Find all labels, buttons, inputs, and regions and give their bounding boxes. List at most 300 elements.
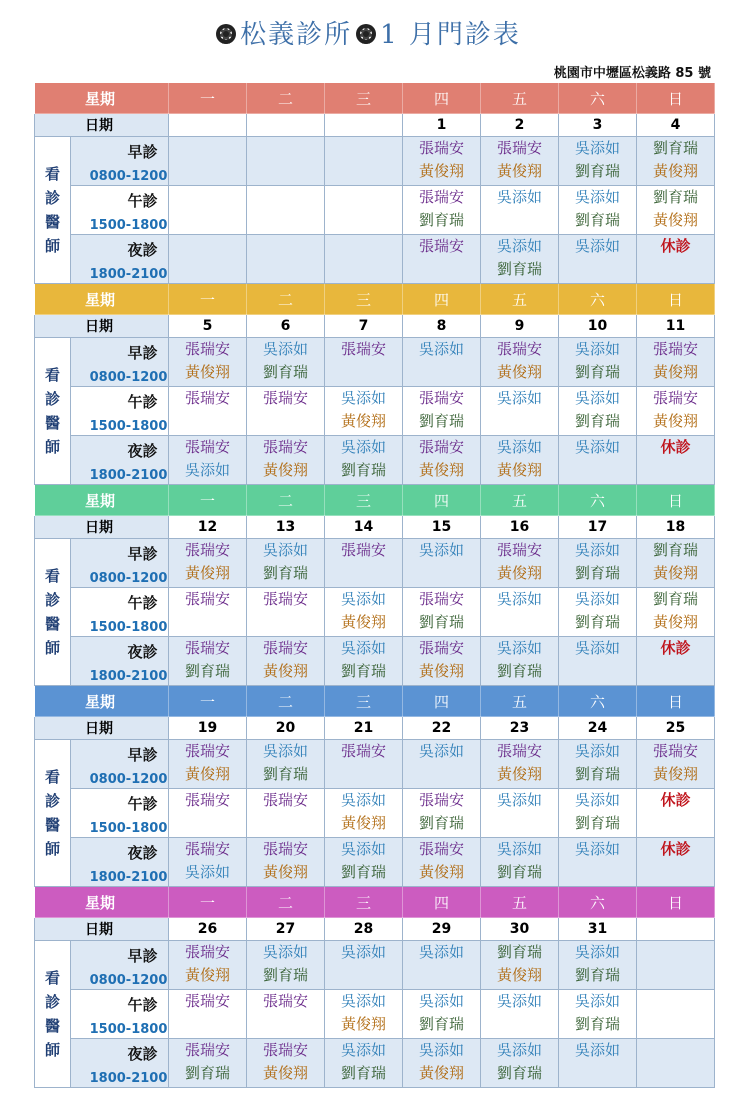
- schedule-cell: [481, 941, 559, 990]
- schedule-cell: [637, 740, 715, 789]
- session-label: [71, 387, 169, 436]
- session-name: 早診: [127, 545, 158, 563]
- weekday-header: 三: [325, 686, 403, 717]
- doctor-name: 張瑞安: [185, 791, 231, 809]
- weekday-header: 三: [325, 83, 403, 114]
- schedule-cell: [403, 588, 481, 637]
- session-time: 1800-2100: [89, 669, 168, 684]
- schedule-cell: [169, 338, 247, 387]
- weekday-header-row: [35, 887, 715, 918]
- schedule-cell: [559, 186, 637, 235]
- schedule-cell: [169, 1039, 247, 1088]
- weekday-header: 五: [481, 887, 559, 918]
- doctor-name: 吳添如: [575, 840, 621, 858]
- schedule-cell: [559, 1039, 637, 1088]
- session-name: 早診: [127, 143, 158, 161]
- doctor-name: 劉育瑞: [575, 564, 621, 582]
- doctor-name: 吳添如: [575, 438, 621, 456]
- doctor-name: 張瑞安: [341, 742, 387, 760]
- schedule-cell: [637, 539, 715, 588]
- schedule-cell: [169, 838, 247, 887]
- session-time: 1500-1800: [89, 419, 168, 434]
- date-label: 日期: [35, 717, 169, 740]
- doctor-side-label: [35, 137, 71, 284]
- doctor-name: 黃俊翔: [341, 412, 387, 430]
- date-cell: 6: [247, 315, 325, 338]
- doctor-name: 張瑞安: [263, 1041, 309, 1059]
- session-label: [71, 838, 169, 887]
- weekday-header-row: [35, 284, 715, 315]
- doctor-name: 黃俊翔: [185, 564, 231, 582]
- side-char: 看: [44, 165, 60, 183]
- doctor-name: 劉育瑞: [419, 211, 465, 229]
- schedule-cell: [247, 941, 325, 990]
- date-cell: 9: [481, 315, 559, 338]
- schedule-cell: [481, 235, 559, 284]
- doctor-side-label: [35, 740, 71, 887]
- doctor-name: 黃俊翔: [341, 1015, 387, 1033]
- page-title: [0, 14, 733, 51]
- doctor-name: 張瑞安: [419, 840, 465, 858]
- doctor-name: 張瑞安: [263, 992, 309, 1010]
- doctor-name: 吳添如: [263, 340, 309, 358]
- date-cell: 23: [481, 717, 559, 740]
- clinic-name: 松義診所: [240, 20, 353, 50]
- session-time: 1500-1800: [89, 218, 168, 233]
- doctor-name: 黃俊翔: [341, 814, 387, 832]
- doctor-name: 黃俊翔: [419, 863, 465, 881]
- session-label: [71, 1039, 169, 1088]
- weekday-header: 四: [403, 686, 481, 717]
- schedule-cell: [247, 588, 325, 637]
- schedule-cell: [481, 1039, 559, 1088]
- schedule-table: [34, 82, 715, 1088]
- date-cell: 4: [637, 114, 715, 137]
- weekday-header: 五: [481, 284, 559, 315]
- closed-label: 休診: [660, 840, 691, 858]
- doctor-name: 吳添如: [497, 791, 543, 809]
- doctor-name: 吳添如: [497, 992, 543, 1010]
- date-label: 日期: [35, 918, 169, 941]
- doctor-name: 張瑞安: [185, 389, 231, 407]
- doctor-name: 黃俊翔: [497, 564, 543, 582]
- schedule-cell: [247, 436, 325, 485]
- doctor-name: 劉育瑞: [497, 863, 543, 881]
- session-time: 0800-1200: [89, 370, 168, 385]
- schedule-cell: [481, 740, 559, 789]
- doctor-name: 劉育瑞: [419, 412, 465, 430]
- doctor-name: 張瑞安: [419, 237, 465, 255]
- session-label: [71, 789, 169, 838]
- session-label: [71, 941, 169, 990]
- schedule-cell: [403, 990, 481, 1039]
- date-cell: 13: [247, 516, 325, 539]
- doctor-name: 吳添如: [497, 840, 543, 858]
- doctor-name: 劉育瑞: [341, 1064, 387, 1082]
- doctor-name: 黃俊翔: [497, 162, 543, 180]
- schedule-cell: [637, 588, 715, 637]
- side-char: 診: [44, 792, 60, 810]
- doctor-name: 張瑞安: [341, 541, 387, 559]
- weekday-header-row: [35, 686, 715, 717]
- session-row: [35, 740, 715, 789]
- doctor-name: 吳添如: [185, 461, 231, 479]
- doctor-name: 吳添如: [575, 943, 621, 961]
- doctor-name: 張瑞安: [419, 139, 465, 157]
- doctor-name: 黃俊翔: [653, 412, 699, 430]
- session-row: [35, 539, 715, 588]
- weekday-header: 四: [403, 83, 481, 114]
- date-cell: 1: [403, 114, 481, 137]
- doctor-name: 劉育瑞: [419, 814, 465, 832]
- doctor-name: 張瑞安: [185, 590, 231, 608]
- doctor-name: 劉育瑞: [263, 363, 309, 381]
- schedule-cell: [481, 338, 559, 387]
- doctor-name: 吳添如: [185, 863, 231, 881]
- schedule-cell: [169, 137, 247, 186]
- session-row: [35, 789, 715, 838]
- doctor-name: 劉育瑞: [263, 564, 309, 582]
- doctor-name: 吳添如: [341, 791, 387, 809]
- doctor-name: 張瑞安: [419, 389, 465, 407]
- date-row: [35, 114, 715, 137]
- schedule-cell: [481, 789, 559, 838]
- session-label: [71, 588, 169, 637]
- doctor-name: 張瑞安: [419, 188, 465, 206]
- side-char: 師: [44, 840, 60, 858]
- closed-label: 休診: [660, 237, 691, 255]
- date-cell: 24: [559, 717, 637, 740]
- date-cell: 27: [247, 918, 325, 941]
- side-char: 師: [44, 639, 60, 657]
- doctor-name: 張瑞安: [497, 742, 543, 760]
- doctor-name: 劉育瑞: [575, 814, 621, 832]
- doctor-name: 張瑞安: [185, 840, 231, 858]
- schedule-cell: [169, 186, 247, 235]
- schedule-cell: [403, 235, 481, 284]
- date-cell: [637, 918, 715, 941]
- doctor-name: 吳添如: [575, 791, 621, 809]
- closed-label: 休診: [660, 438, 691, 456]
- schedule-cell: [247, 789, 325, 838]
- side-char: 醫: [44, 816, 60, 834]
- session-time: 0800-1200: [89, 772, 168, 787]
- schedule-cell: [637, 186, 715, 235]
- session-row: [35, 186, 715, 235]
- schedule-cell: [325, 941, 403, 990]
- weekday-header: 六: [559, 686, 637, 717]
- session-time: 1500-1800: [89, 620, 168, 635]
- schedule-cell: [169, 235, 247, 284]
- doctor-name: 吳添如: [341, 992, 387, 1010]
- weekday-header: 三: [325, 284, 403, 315]
- doctor-name: 黃俊翔: [653, 765, 699, 783]
- doctor-name: 張瑞安: [263, 840, 309, 858]
- schedule-cell: [403, 338, 481, 387]
- weekday-header: 六: [559, 485, 637, 516]
- week-label: 星期: [35, 83, 169, 114]
- doctor-name: 張瑞安: [419, 438, 465, 456]
- weekday-header: 五: [481, 686, 559, 717]
- date-cell: 30: [481, 918, 559, 941]
- date-cell: 25: [637, 717, 715, 740]
- schedule-cell: [325, 789, 403, 838]
- side-char: 醫: [44, 1017, 60, 1035]
- session-label: [71, 137, 169, 186]
- doctor-name: 黃俊翔: [497, 765, 543, 783]
- session-row: [35, 387, 715, 436]
- schedule-cell: [325, 338, 403, 387]
- schedule-cell: [481, 137, 559, 186]
- weekday-header: 五: [481, 83, 559, 114]
- schedule-cell: [325, 588, 403, 637]
- weekday-header: 四: [403, 284, 481, 315]
- doctor-name: 張瑞安: [263, 438, 309, 456]
- schedule-cell: [481, 387, 559, 436]
- schedule-cell: [637, 137, 715, 186]
- session-row: [35, 235, 715, 284]
- doctor-name: 張瑞安: [185, 943, 231, 961]
- weekday-header: 六: [559, 887, 637, 918]
- date-cell: [325, 114, 403, 137]
- doctor-name: 劉育瑞: [263, 966, 309, 984]
- schedule-cell: [169, 387, 247, 436]
- doctor-name: 劉育瑞: [575, 162, 621, 180]
- doctor-name: 吳添如: [497, 438, 543, 456]
- schedule-cell: [637, 637, 715, 686]
- weekday-header: 三: [325, 485, 403, 516]
- date-label: 日期: [35, 315, 169, 338]
- doctor-name: 張瑞安: [263, 791, 309, 809]
- date-cell: 10: [559, 315, 637, 338]
- schedule-cell: [559, 838, 637, 887]
- doctor-name: 劉育瑞: [653, 188, 699, 206]
- session-row: [35, 436, 715, 485]
- schedule-cell: [403, 789, 481, 838]
- side-char: 看: [44, 567, 60, 585]
- schedule-cell: [559, 941, 637, 990]
- doctor-name: 黃俊翔: [263, 1064, 309, 1082]
- schedule-cell: [325, 186, 403, 235]
- doctor-name: 吳添如: [419, 943, 465, 961]
- doctor-name: 吳添如: [419, 992, 465, 1010]
- clinic-logo-icon: [214, 22, 238, 46]
- doctor-name: 黃俊翔: [185, 363, 231, 381]
- weekday-header: 三: [325, 887, 403, 918]
- doctor-name: 黃俊翔: [185, 765, 231, 783]
- schedule-cell: [637, 838, 715, 887]
- doctor-name: 劉育瑞: [575, 613, 621, 631]
- doctor-name: 吳添如: [341, 1041, 387, 1059]
- date-cell: 14: [325, 516, 403, 539]
- doctor-name: 黃俊翔: [419, 662, 465, 680]
- session-row: [35, 137, 715, 186]
- weekday-header: 日: [637, 485, 715, 516]
- schedule-cell: [169, 990, 247, 1039]
- doctor-name: 黃俊翔: [653, 564, 699, 582]
- schedule-cell: [637, 941, 715, 990]
- side-char: 醫: [44, 615, 60, 633]
- schedule-cell: [637, 338, 715, 387]
- session-time: 1800-2100: [89, 870, 168, 885]
- doctor-name: 張瑞安: [185, 541, 231, 559]
- side-char: 師: [44, 237, 60, 255]
- doctor-name: 張瑞安: [263, 389, 309, 407]
- weekday-header: 五: [481, 485, 559, 516]
- weekday-header: 四: [403, 485, 481, 516]
- side-char: 診: [44, 993, 60, 1011]
- doctor-name: 吳添如: [497, 1041, 543, 1059]
- doctor-name: 黃俊翔: [263, 662, 309, 680]
- doctor-name: 張瑞安: [419, 791, 465, 809]
- schedule-cell: [247, 637, 325, 686]
- session-name: 午診: [127, 594, 158, 612]
- schedule-cell: [637, 436, 715, 485]
- schedule-cell: [169, 637, 247, 686]
- schedule-cell: [403, 1039, 481, 1088]
- schedule-cell: [403, 387, 481, 436]
- schedule-cell: [325, 235, 403, 284]
- weekday-header: 日: [637, 83, 715, 114]
- session-name: 夜診: [127, 442, 158, 460]
- schedule-cell: [403, 186, 481, 235]
- doctor-name: 黃俊翔: [419, 461, 465, 479]
- doctor-name: 劉育瑞: [575, 966, 621, 984]
- weekday-header: 六: [559, 284, 637, 315]
- week-label: 星期: [35, 485, 169, 516]
- schedule-cell: [481, 539, 559, 588]
- weekday-header: 一: [169, 485, 247, 516]
- session-time: 0800-1200: [89, 169, 168, 184]
- doctor-name: 劉育瑞: [185, 662, 231, 680]
- schedule-cell: [403, 637, 481, 686]
- schedule-cell: [325, 637, 403, 686]
- doctor-name: 張瑞安: [185, 1041, 231, 1059]
- doctor-name: 吳添如: [575, 590, 621, 608]
- doctor-name: 吳添如: [341, 389, 387, 407]
- schedule-cell: [559, 789, 637, 838]
- session-row: [35, 990, 715, 1039]
- schedule-cell: [637, 387, 715, 436]
- doctor-name: 吳添如: [419, 742, 465, 760]
- date-row: [35, 516, 715, 539]
- doctor-name: 吳添如: [263, 541, 309, 559]
- schedule-cell: [403, 838, 481, 887]
- schedule-cell: [325, 387, 403, 436]
- doctor-name: 吳添如: [341, 943, 387, 961]
- doctor-name: 劉育瑞: [419, 1015, 465, 1033]
- date-cell: 12: [169, 516, 247, 539]
- session-row: [35, 1039, 715, 1088]
- doctor-name: 黃俊翔: [419, 162, 465, 180]
- schedule-cell: [481, 588, 559, 637]
- weekday-header: 一: [169, 83, 247, 114]
- doctor-name: 吳添如: [575, 139, 621, 157]
- schedule-cell: [169, 941, 247, 990]
- date-row: [35, 315, 715, 338]
- doctor-name: 張瑞安: [497, 139, 543, 157]
- date-cell: [247, 114, 325, 137]
- side-char: 醫: [44, 414, 60, 432]
- weekday-header: 日: [637, 284, 715, 315]
- date-cell: 5: [169, 315, 247, 338]
- schedule-cell: [247, 186, 325, 235]
- doctor-name: 黃俊翔: [185, 966, 231, 984]
- session-time: 1800-2100: [89, 267, 168, 282]
- date-cell: 11: [637, 315, 715, 338]
- session-name: 午診: [127, 795, 158, 813]
- doctor-name: 張瑞安: [497, 541, 543, 559]
- doctor-name: 劉育瑞: [497, 662, 543, 680]
- weekday-header-row: [35, 485, 715, 516]
- doctor-name: 黃俊翔: [497, 966, 543, 984]
- schedule-cell: [247, 740, 325, 789]
- doctor-name: 劉育瑞: [341, 461, 387, 479]
- schedule-title: 1 月門診表: [380, 20, 521, 50]
- schedule-cell: [325, 740, 403, 789]
- doctor-name: 吳添如: [575, 639, 621, 657]
- schedule-cell: [403, 539, 481, 588]
- clinic-logo-icon: [354, 22, 378, 46]
- session-name: 夜診: [127, 844, 158, 862]
- doctor-name: 吳添如: [575, 1041, 621, 1059]
- side-char: 看: [44, 768, 60, 786]
- schedule-cell: [403, 137, 481, 186]
- session-time: 0800-1200: [89, 571, 168, 586]
- doctor-name: 吳添如: [575, 389, 621, 407]
- doctor-name: 劉育瑞: [575, 1015, 621, 1033]
- doctor-name: 劉育瑞: [497, 260, 543, 278]
- doctor-name: 黃俊翔: [341, 613, 387, 631]
- doctor-name: 劉育瑞: [263, 765, 309, 783]
- schedule-cell: [481, 838, 559, 887]
- side-char: 診: [44, 591, 60, 609]
- session-label: [71, 740, 169, 789]
- doctor-name: 張瑞安: [263, 639, 309, 657]
- schedule-cell: [169, 436, 247, 485]
- session-name: 早診: [127, 746, 158, 764]
- session-name: 夜診: [127, 1045, 158, 1063]
- date-cell: 19: [169, 717, 247, 740]
- doctor-name: 吳添如: [497, 590, 543, 608]
- weekday-header: 二: [247, 887, 325, 918]
- session-name: 早診: [127, 947, 158, 965]
- doctor-name: 劉育瑞: [497, 1064, 543, 1082]
- doctor-name: 劉育瑞: [185, 1064, 231, 1082]
- week-label: 星期: [35, 284, 169, 315]
- doctor-name: 張瑞安: [653, 340, 699, 358]
- doctor-name: 吳添如: [419, 1041, 465, 1059]
- schedule-cell: [403, 436, 481, 485]
- date-cell: 3: [559, 114, 637, 137]
- schedule-cell: [481, 637, 559, 686]
- doctor-name: 劉育瑞: [419, 613, 465, 631]
- weekday-header: 四: [403, 887, 481, 918]
- weekday-header: 二: [247, 284, 325, 315]
- schedule-cell: [325, 539, 403, 588]
- doctor-name: 黃俊翔: [419, 1064, 465, 1082]
- session-time: 1800-2100: [89, 1071, 168, 1086]
- doctor-name: 吳添如: [575, 742, 621, 760]
- weekday-header: 一: [169, 887, 247, 918]
- schedule-cell: [559, 637, 637, 686]
- date-cell: 7: [325, 315, 403, 338]
- doctor-name: 張瑞安: [419, 590, 465, 608]
- doctor-name: 吳添如: [575, 188, 621, 206]
- session-row: [35, 838, 715, 887]
- session-name: 早診: [127, 344, 158, 362]
- doctor-name: 吳添如: [341, 590, 387, 608]
